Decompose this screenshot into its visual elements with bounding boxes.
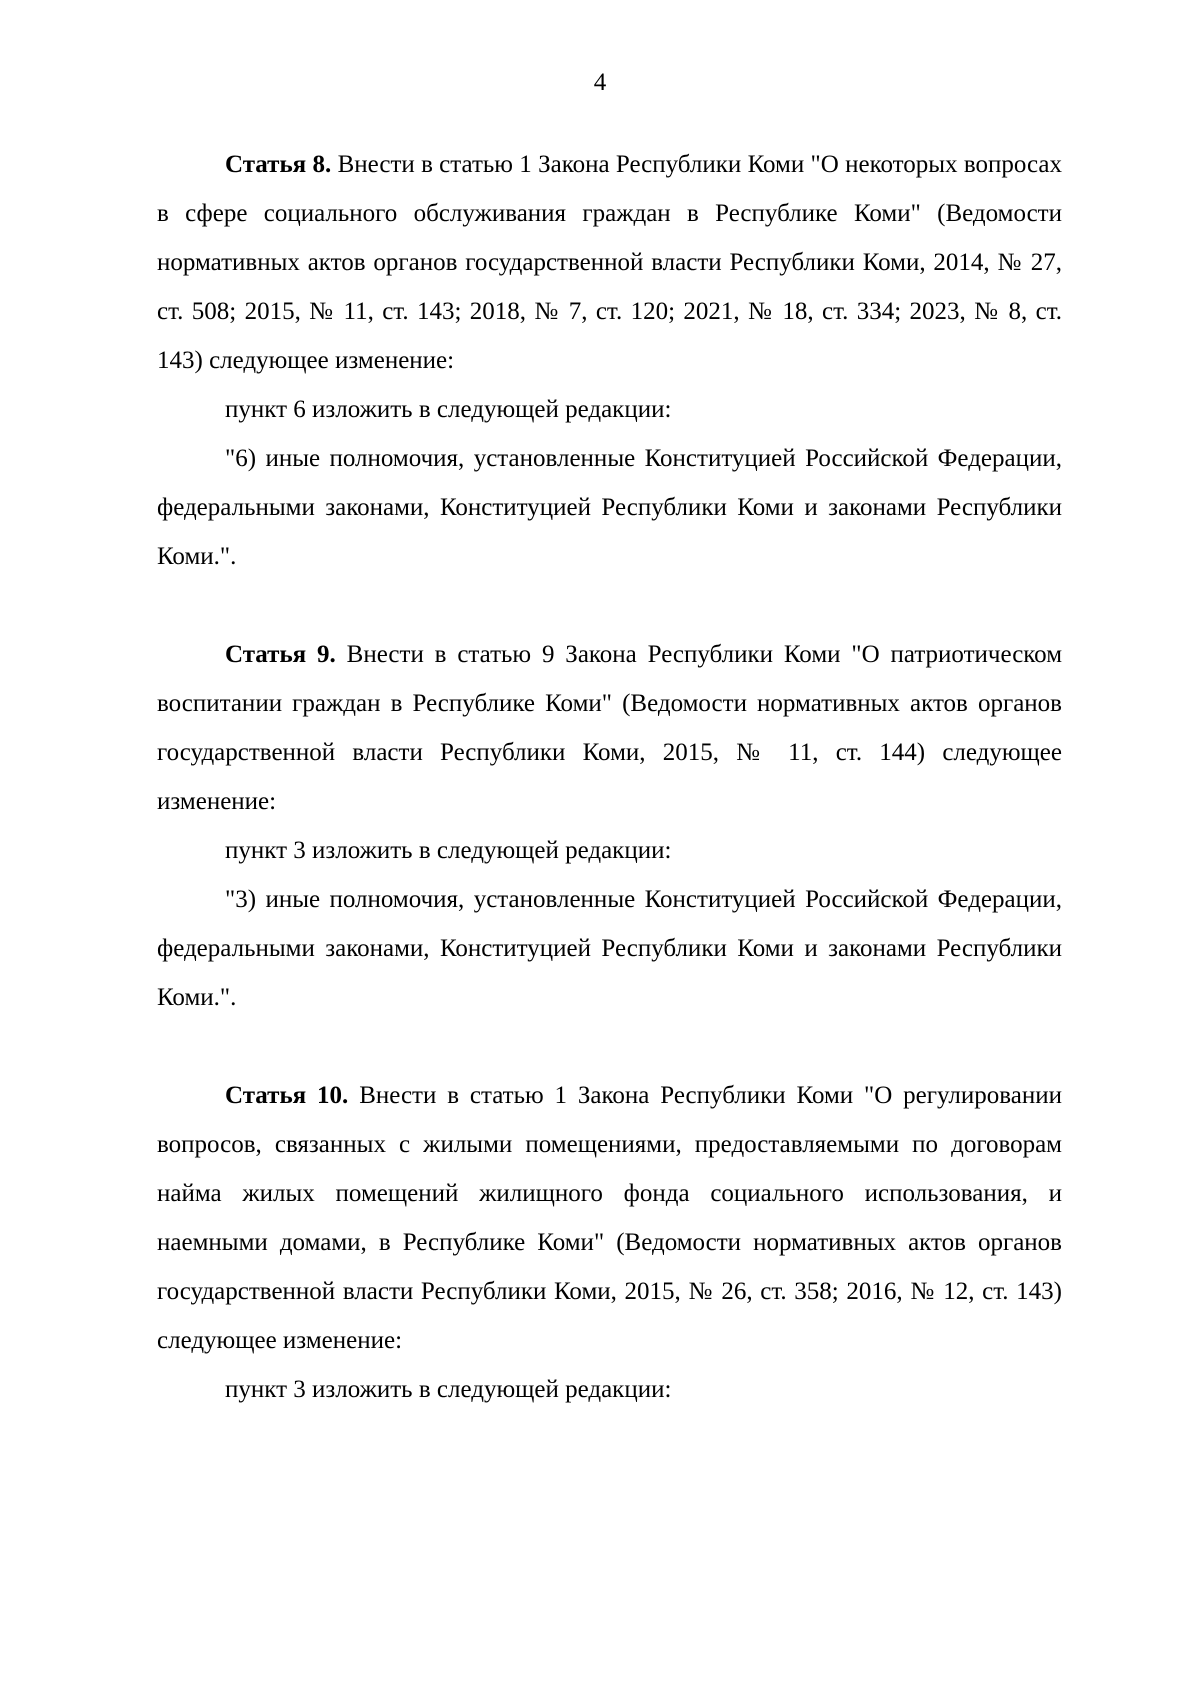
article-8-new-text: "6) иные полномочия, установленные Конституцией Российской Федерации, федеральными законами, Конституцией Республики Коми и законами Республики Коми.". [157, 445, 1062, 570]
article-8-instruction: пункт 6 изложить в следующей редакции: [225, 396, 672, 423]
article-8-heading: Статья 8. [225, 151, 332, 178]
article-9-intro [157, 630, 1062, 826]
article-10-heading: Статья 10. [225, 1082, 349, 1109]
article-9-intro-text: Внести в статью 9 Закона Республики Коми "О патриотическом воспитании граждан в Республике Коми" (Ведомости нормативных актов органов государственной власти Республики Коми, 2015, № 11, ст. 144) следующее изменение: [157, 641, 1063, 815]
article-8-intro-text: Внести в статью 1 Закона Республики Коми "О некоторых вопросах в сфере социального обслуживания граждан в Республике Коми" (Ведомости нормативных актов органов государственной власти Республики Коми, 2014, № 27, ст. 508; 2015, № 11, ст. 143; 2018, № 7, ст. 120; 2021, № 18, ст. 334; 2023, № 8, ст. 143) следующее изменение: [157, 151, 1062, 374]
article-9-instruction: пункт 3 изложить в следующей редакции: [225, 837, 672, 864]
article-9-new-text: "3) иные полномочия, установленные Конституцией Российской Федерации, федеральными законами, Конституцией Республики Коми и законами Республики Коми.". [157, 886, 1062, 1011]
article-8-intro [157, 140, 1062, 385]
article-10-intro-text: Внести в статью 1 Закона Республики Коми "О регулировании вопросов, связанных с жилыми помещениями, предоставляемыми по договорам найма жилых помещений жилищного фонда социального использования, и наемными домами, в Республике Коми" (Ведомости нормативных актов органов государственной власти Республики Коми, 2015, № 26, ст. 358; 2016, № 12, ст. 143) следующее изменение: [157, 1082, 1062, 1354]
page-number: 4 [593, 69, 607, 96]
article-10-instruction: пункт 3 изложить в следующей редакции: [225, 1376, 672, 1403]
article-9-heading: Статья 9. [225, 641, 336, 668]
document-body [157, 140, 1062, 1414]
article-10-intro [157, 1071, 1062, 1365]
